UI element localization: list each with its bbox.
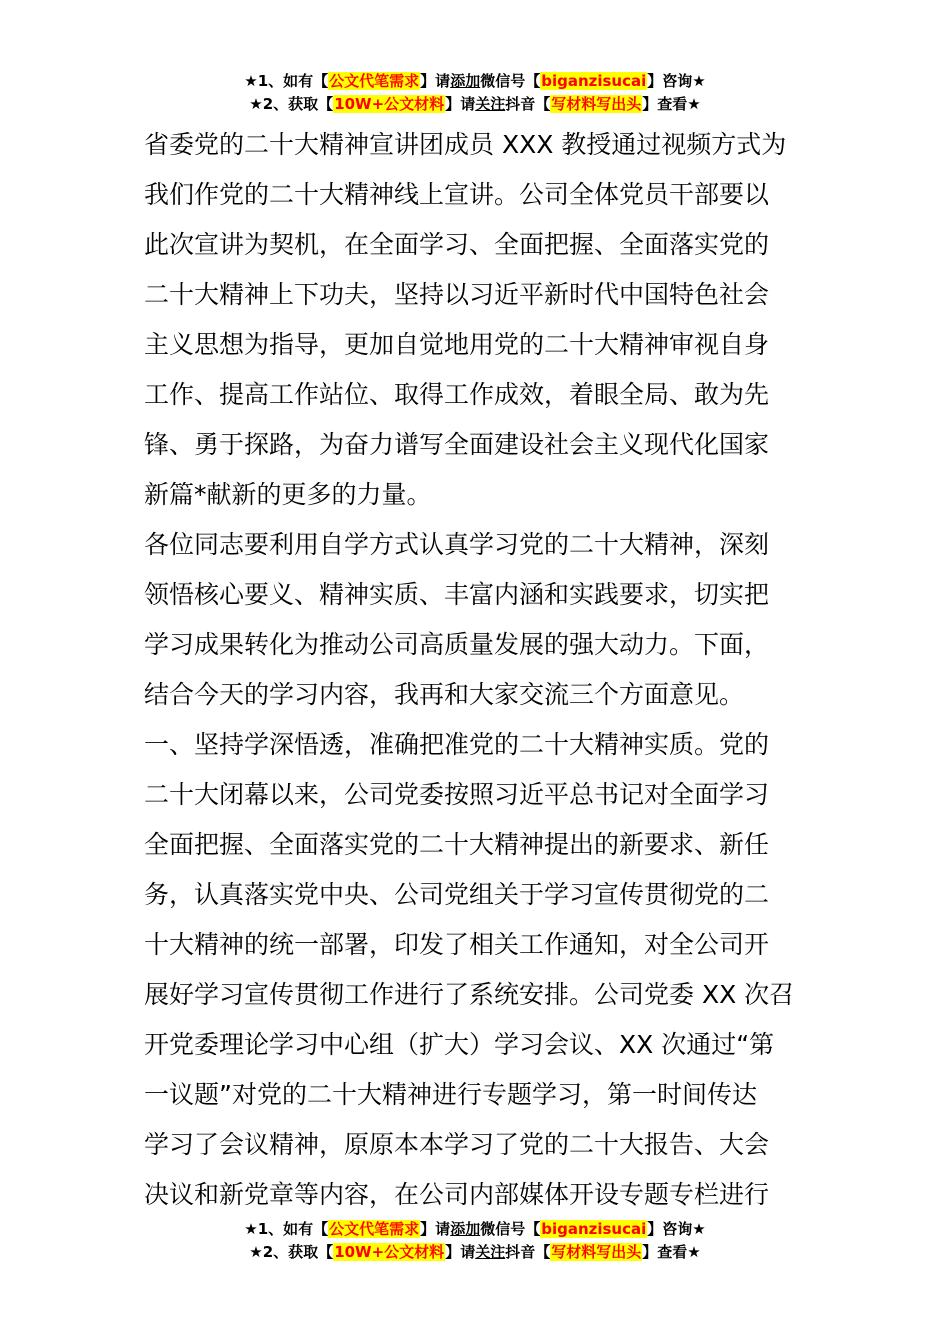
text-line: 各位同志要利用自学方式认真学习党的二十大精神，深刻	[144, 530, 770, 559]
text-line: 全面把握、全面落实党的二十大精神提出的新要求、新任	[144, 830, 770, 859]
text-line: 二十大闭幕以来，公司党委按照习近平总书记对全面学习	[144, 780, 770, 809]
banner-line-1: ★1、如有【公文代笔需求】请添加微信号【biganzisucai】咨询★	[244, 72, 706, 90]
wechat-id-highlight: biganzisucai	[541, 1220, 647, 1238]
banner-line-2: ★2、获取【10W+公文材料】请关注抖音【写材料写出头】查看★	[249, 95, 701, 113]
ghostwriting-highlight: 公文代笔需求	[329, 72, 420, 90]
wechat-id-highlight: biganzisucai	[541, 72, 647, 90]
text-line: 开党委理论学习中心组（扩大）学习会议、XX 次通过“第	[144, 1030, 775, 1059]
text-line: 展好学习宣传贯彻工作进行了系统安排。公司党委 XX 次召	[144, 980, 795, 1009]
douyin-highlight: 写材料写出头	[551, 1243, 642, 1261]
text-line: 二十大精神上下功夫，坚持以习近平新时代中国特色社会	[144, 280, 770, 309]
text-line: 我们作党的二十大精神线上宣讲。公司全体党员干部要以	[144, 180, 770, 209]
text-line: 一、坚持学深悟透，准确把准党的二十大精神实质。党的	[144, 730, 770, 759]
text-line: 结合今天的学习内容，我再和大家交流三个方面意见。	[144, 680, 745, 709]
ghostwriting-highlight: 公文代笔需求	[329, 1220, 420, 1238]
text-line: 锋、勇于探路，为奋力谱写全面建设社会主义现代化国家	[144, 430, 770, 459]
text-line: 新篇*献新的更多的力量。	[144, 480, 432, 509]
text-line: 十大精神的统一部署，印发了相关工作通知，对全公司开	[144, 930, 770, 959]
document-body	[144, 120, 810, 1220]
text-line: 一议题”对党的二十大精神进行专题学习，第一时间传达	[144, 1080, 757, 1109]
materials-highlight: 10W+公文材料	[334, 1243, 445, 1261]
douyin-highlight: 写材料写出头	[551, 95, 642, 113]
text-line: 工作、提高工作站位、取得工作成效，着眼全局、敢为先	[144, 380, 770, 409]
text-line: 省委党的二十大精神宣讲团成员 XXX 教授通过视频方式为	[144, 130, 787, 159]
banner-line-1: ★1、如有【公文代笔需求】请添加微信号【biganzisucai】咨询★	[244, 1220, 706, 1238]
paragraph	[144, 120, 810, 520]
text-line: 务，认真落实党中央、公司党组关于学习宣传贯彻党的二	[144, 880, 770, 909]
text-line: 决议和新党章等内容，在公司内部媒体开设专题专栏进行	[144, 1180, 770, 1209]
text-line: 主义思想为指导，更加自觉地用党的二十大精神审视自身	[144, 330, 770, 359]
text-line: 领悟核心要义、精神实质、丰富内涵和实践要求，切实把	[144, 580, 770, 609]
materials-highlight: 10W+公文材料	[334, 95, 445, 113]
paragraph	[144, 720, 810, 1220]
paragraph	[144, 520, 810, 720]
text-line: 学习了会议精神，原原本本学习了党的二十大报告、大会	[144, 1130, 770, 1159]
text-line: 学习成果转化为推动公司高质量发展的强大动力。下面，	[144, 630, 770, 659]
footer-banner	[0, 1218, 950, 1264]
text-line: 此次宣讲为契机，在全面学习、全面把握、全面落实党的	[144, 230, 770, 259]
banner-line-2: ★2、获取【10W+公文材料】请关注抖音【写材料写出头】查看★	[249, 1243, 701, 1261]
header-banner	[0, 70, 950, 116]
